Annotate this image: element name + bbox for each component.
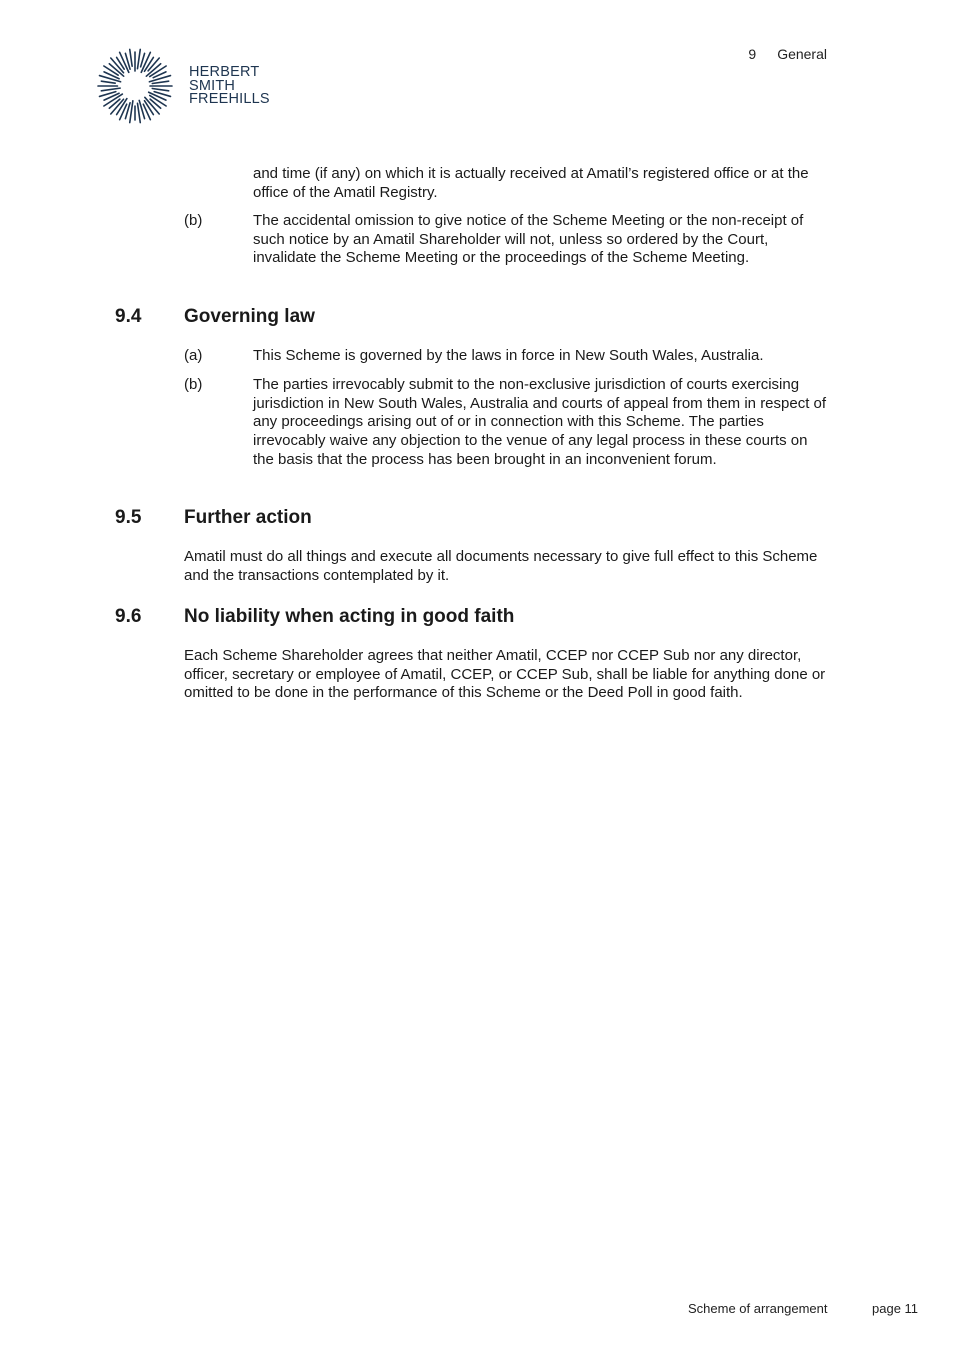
section-number: 9.5 bbox=[115, 507, 142, 528]
section-number: 9.4 bbox=[115, 306, 142, 327]
section-title: No liability when acting in good faith bbox=[184, 606, 515, 627]
section-number: 9.6 bbox=[115, 606, 142, 627]
logo-line-1: HERBERT bbox=[189, 64, 260, 80]
clause-9-4-a-label: (a) bbox=[184, 347, 203, 364]
running-header bbox=[748, 46, 827, 62]
firm-logo bbox=[96, 47, 276, 127]
logo-ray bbox=[152, 88, 168, 90]
section-9-6-text: Each Scheme Shareholder agrees that neither Amatil, CCEP nor CCEP Sub nor any director, officer, secretary or employee of Amatil, CCEP, or CCEP Sub, shall be liable for anything done or omitted to be done in the performance of this Scheme or the Deed Poll in good faith. bbox=[184, 647, 826, 702]
clause-9-3-b-text: The accidental omission to give notice of the Scheme Meeting or the non-receipt of such notice by an Amatil Shareholder will not, unless so ordered by the Court, invalidate the Scheme Meeting or the proceedings of the Scheme Meeting. bbox=[253, 212, 804, 267]
sunburst-logo-icon bbox=[96, 47, 176, 127]
logo-ray bbox=[137, 103, 140, 122]
header-section-title: General bbox=[777, 46, 827, 62]
logo-line-2: SMITH bbox=[189, 77, 236, 94]
clause-9-4-a-text: This Scheme is governed by the laws in force in New South Wales, Australia. bbox=[253, 347, 764, 364]
continuation-paragraph: and time (if any) on which it is actually received at Amatil’s registered office or at the office of the Amatil Registry. bbox=[253, 165, 809, 201]
logo-line-3: FREEHILLS bbox=[189, 91, 270, 107]
clause-9-3-b-label: (b) bbox=[184, 212, 203, 229]
section-title: Further action bbox=[184, 507, 312, 528]
clause-9-4-b-text: The parties irrevocably submit to the non-exclusive jurisdiction of courts exercising jurisdiction in New South Wales, Australia and courts of appeal from them in respect of any proceedings arising out of or in connection with this Scheme. The parties irrevocably waive any objection to the venue of any legal process in these courts on the basis that the process has been brought in an inconvenient forum. bbox=[253, 376, 827, 468]
footer-page-number: page 11 bbox=[872, 1301, 919, 1316]
logo-ray bbox=[109, 99, 120, 108]
logo-ray bbox=[101, 88, 120, 91]
section-9-5-text: Amatil must do all things and execute all documents necessary to give full effect to this Scheme and the transactions contemplated by it. bbox=[184, 548, 818, 584]
header-section-number: 9 bbox=[748, 46, 757, 62]
logo-ray bbox=[137, 49, 140, 68]
footer-document-title: Scheme of arrangement bbox=[688, 1301, 828, 1316]
logo-ray bbox=[101, 81, 115, 83]
logo-wordmark bbox=[189, 66, 270, 107]
logo-ray bbox=[150, 99, 161, 108]
clause-9-4-b-label: (b) bbox=[184, 376, 203, 393]
section-title: Governing law bbox=[184, 306, 315, 327]
logo-ray bbox=[130, 49, 132, 66]
logo-ray bbox=[152, 81, 168, 83]
